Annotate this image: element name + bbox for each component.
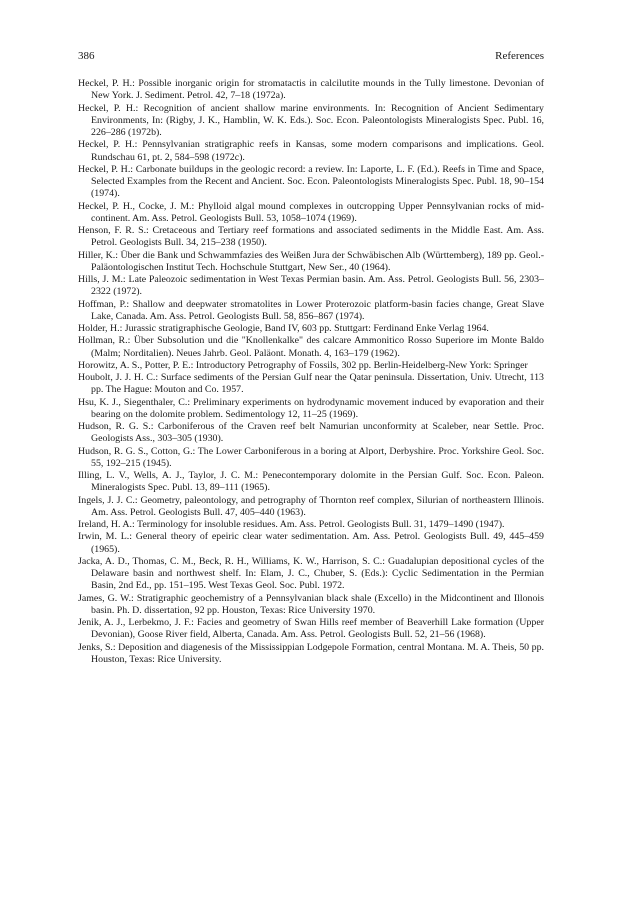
reference-entry: Ireland, H. A.: Terminology for insoluble residues. Am. Ass. Petrol. Geologists Bull. 31, 1479–1490 (1947). xyxy=(78,519,505,530)
reference-entry: Jenik, A. J., Lerbekmo, J. F.: Facies and geometry of Swan Hills reef member of Beaverhill Lake formation (Upper Devonian), Goose River field, Alberta, Canada. Am. Ass. Petrol. Geologists Bull. 52, 21–56 (1968). xyxy=(78,617,544,641)
reference-entry: Hsu, K. J., Siegenthaler, C.: Preliminary experiments on hydrodynamic movement induced by evaporation and their bearing on the dolomite problem. Sedimentology 12, 11–25 (1969). xyxy=(78,396,544,420)
running-title: References xyxy=(495,50,544,62)
reference-entry: Henson, F. R. S.: Cretaceous and Tertiary reef formations and associated sediments in the Middle East. Am. Ass. Petrol. Geologists Bull. 34, 215–238 (1950). xyxy=(78,225,544,249)
reference-entry: Jenks, S.: Deposition and diagenesis of the Mississippian Lodgepole Formation, central Montana. M. A. Theis, 50 pp. Houston, Texas: Rice University. xyxy=(78,641,544,665)
reference-entry: Heckel, P. H.: Possible inorganic origin for stromatactis in calcilutite mounds in the Tully limestone. Devonian of New York. J. Sediment. Petrol. 42, 7–18 (1972a). xyxy=(78,78,544,102)
page-header xyxy=(78,50,544,62)
page-number: 386 xyxy=(78,50,95,62)
reference-entry: Horowitz, A. S., Potter, P. E.: Introductory Petrography of Fossils, 302 pp. Berlin-Heidelberg-New York: Springer xyxy=(78,359,528,371)
reference-entry: Houbolt, J. J. H. C.: Surface sediments of the Persian Gulf near the Qatar peninsula. Dissertation, Univ. Utrecht, 113 pp. The Hague: Mouton and Co. 1957. xyxy=(78,372,544,396)
reference-entry: Hoffman, P.: Shallow and deepwater stromatolites in Lower Proterozoic platform-basin facies change, Great Slave Lake, Canada. Am. Ass. Petrol. Geologists Bull. 58, 856–867 (1974). xyxy=(78,298,544,322)
reference-entry: Heckel, P. H.: Pennsylvanian stratigraphic reefs in Kansas, some modern comparisons and implications. Geol. Rundschau 61, pt. 2, 584–598 (1972c). xyxy=(78,139,544,163)
reference-entry: Ingels, J. J. C.: Geometry, paleontology, and petrography of Thornton reef complex, Silurian of northeastern Illinois. Am. Ass. Petrol. Geologists Bull. 47, 405–440 (1963). xyxy=(78,494,544,518)
reference-entry: Hudson, R. G. S., Cotton, G.: The Lower Carboniferous in a boring at Alport, Derbyshire. Proc. Yorkshire Geol. Soc. 55, 192–215 (1945). xyxy=(78,445,544,469)
reference-entry: Hills, J. M.: Late Paleozoic sedimentation in West Texas Permian basin. Am. Ass. Petrol. Geologists Bull. 56, 2303–2322 (1972). xyxy=(78,274,544,298)
reference-entry: Illing, L. V., Wells, A. J., Taylor, J. C. M.: Penecontemporary dolomite in the Persian Gulf. Soc. Econ. Paleon. Mineralogists Spec. Publ. 13, 89–111 (1965). xyxy=(78,470,544,494)
reference-entry: Hiller, K.: Über die Bank und Schwammfazies des Weißen Jura der Schwäbischen Alb (Württemberg), 189 pp. Geol.-Paläontologischen Institut Tech. Hochschule Stuttgart, New Ser., 40 (1964). xyxy=(78,249,544,273)
reference-entry: Heckel, P. H.: Recognition of ancient shallow marine environments. In: Recognition of Ancient Sedimentary Environments, In: (Rigby, J. K., Hamblin, W. K. Eds.). Soc. Econ. Paleontologists Mineralogists Spec. Publ. 16, 226–286 (1972b). xyxy=(78,102,544,138)
reference-entry: Hudson, R. G. S.: Carboniferous of the Craven reef belt Namurian unconformity at Scaleber, near Settle. Proc. Geologists Ass., 303–305 (1930). xyxy=(78,421,544,445)
reference-entry: Heckel, P. H.: Carbonate buildups in the geologic record: a review. In: Laporte, L. F. (Ed.). Reefs in Time and Space, Selected Examples from the Recent and Ancient. Soc. Econ. Paleontologists Mineralogists Spec. Publ. 18, 90–154 (1974). xyxy=(78,163,544,200)
reference-entry: Heckel, P. H., Cocke, J. M.: Phylloid algal mound complexes in outcropping Upper Pennsylvanian rocks of mid-continent. Am. Ass. Petrol. Geologists Bull. 53, 1058–1074 (1969). xyxy=(78,200,544,224)
reference-entry: Holder, H.: Jurassic stratigraphische Geologie, Band IV, 603 pp. Stuttgart: Ferdinand Enke Verlag 1964. xyxy=(78,323,489,334)
reference-entry: Irwin, M. L.: General theory of epeiric clear water sedimentation. Am. Ass. Petrol. Geologists Bull. 49, 445–459 (1965). xyxy=(78,531,544,555)
reference-entry: Jacka, A. D., Thomas, C. M., Beck, R. H., Williams, K. W., Harrison, S. C.: Guadalupian depositional cycles of the Delaware basin and northwest shelf. In: Elam, J. C., Chuber, S. (Eds.): Cyclic Sedimentation in the Permian Basin, 2nd Ed., pp. 151–195. West Texas Geol. Soc. Publ. 1972. xyxy=(78,555,544,592)
reference-list xyxy=(78,78,544,666)
reference-entry: James, G. W.: Stratigraphic geochemistry of a Pennsylvanian black shale (Excello) in the Midcontinent and Illonois basin. Ph. D. dissertation, 92 pp. Houston, Texas: Rice University 1970. xyxy=(78,592,544,616)
reference-entry: Hollman, R.: Über Subsolution und die "Knollenkalke" des calcare Ammonitico Rosso Superiore im Monte Baldo (Malm; Norditalien). Neues Jahrb. Geol. Paläont. Monath. 4, 163–179 (1962). xyxy=(78,335,544,359)
